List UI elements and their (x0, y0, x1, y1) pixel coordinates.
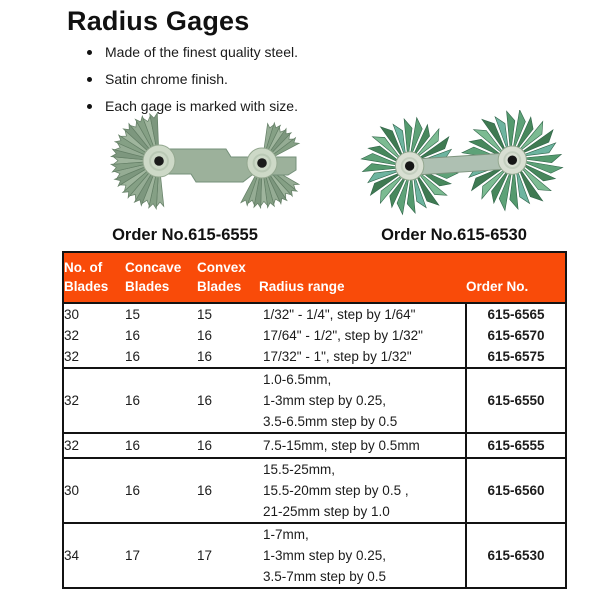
radius-range-line: 17/64" - 1/2", step by 1/32" (263, 328, 423, 343)
cell-radius-range (259, 325, 466, 346)
cell-radius-range (259, 368, 466, 433)
cell-convex-blades: 16 (197, 433, 259, 458)
table-row (63, 523, 566, 588)
cell-convex-blades: 16 (197, 458, 259, 523)
cell-convex-blades: 16 (197, 346, 259, 368)
feature-item: Each gage is marked with size. (87, 99, 298, 113)
cell-no-of-blades: 30 (64, 307, 80, 322)
gage-hub (257, 158, 267, 168)
col-header-no-of-blades: No. of Blades (63, 252, 125, 303)
cell-convex-blades: 17 (197, 548, 213, 563)
cell-concave-blades: 16 (125, 458, 197, 523)
col-header-convex-blades: Convex Blades (197, 252, 259, 303)
cell-no-of-blades: 32 (63, 433, 125, 458)
radius-range-line: 17/32" - 1", step by 1/32" (263, 349, 412, 364)
cell-concave-blades: 16 (125, 433, 197, 458)
feature-item: Made of the finest quality steel. (87, 45, 298, 59)
table-row (63, 368, 566, 433)
radius-range-line: 1-3mm step by 0.25, (263, 548, 387, 563)
radius-range-line: 1-7mm, (263, 527, 309, 542)
cell-radius-range (259, 346, 466, 368)
cell-no-of-blades: 32 (64, 328, 80, 343)
cell-order-no: 615-6565 (466, 303, 566, 325)
radius-range-line: 1-3mm step by 0.25, (263, 393, 387, 408)
table-header-row (63, 252, 566, 303)
gage-hub (154, 156, 164, 166)
cell-radius-range (259, 303, 466, 325)
cell-order-no: 615-6555 (466, 433, 566, 458)
cell-concave-blades: 16 (125, 346, 197, 368)
cell-no-of-blades: 32 (63, 346, 125, 368)
cell-radius-range (259, 458, 466, 523)
feature-item: Satin chrome finish. (87, 72, 298, 86)
cell-radius-range (259, 433, 466, 458)
order-number-caption: Order No.615-6555 (112, 226, 258, 244)
cell-convex-blades: 16 (197, 328, 213, 343)
cell-no-of-blades: 34 (64, 548, 80, 563)
cell-concave-blades: 15 (125, 307, 141, 322)
col-header-concave-blades: Concave Blades (125, 252, 197, 303)
cell-concave-blades: 16 (125, 328, 141, 343)
product-gage-6555 (60, 112, 310, 245)
radius-gage-photo-icon (350, 110, 570, 222)
cell-order-no: 615-6550 (466, 368, 566, 433)
radius-range-line: 15.5-20mm step by 0.5 , (263, 483, 409, 498)
cell-concave-blades: 16 (125, 368, 197, 433)
cell-order-no: 615-6560 (466, 458, 566, 523)
table-row (63, 303, 566, 325)
radius-range-line: 3.5-7mm step by 0.5 (263, 569, 387, 584)
table-row (63, 433, 566, 458)
cell-convex-blades: 16 (197, 368, 259, 433)
table-row (63, 458, 566, 523)
cell-radius-range (259, 523, 466, 588)
order-number-caption: Order No.615-6530 (381, 226, 527, 244)
gage-hub (405, 161, 414, 170)
gage-hub (508, 155, 517, 164)
table-row (63, 325, 566, 346)
cell-no-of-blades: 32 (63, 368, 125, 433)
cell-order-no: 615-6575 (466, 346, 566, 368)
page-title: Radius Gages (67, 6, 250, 36)
cell-concave-blades: 17 (125, 548, 141, 563)
radius-gage-photo-icon (92, 112, 342, 222)
product-gage-6530 (340, 110, 568, 245)
radius-range-line: 3.5-6.5mm step by 0.5 (263, 414, 398, 429)
radius-range-line: 1.0-6.5mm, (263, 372, 332, 387)
radius-range-line: 7.5-15mm, step by 0.5mm (263, 438, 420, 453)
col-header-order-no: Order No. (466, 252, 566, 303)
cell-order-no: 615-6570 (466, 325, 566, 346)
radius-range-line: 15.5-25mm, (263, 462, 336, 477)
table-row (63, 346, 566, 368)
radius-range-line: 21-25mm step by 1.0 (263, 504, 390, 519)
cell-convex-blades: 15 (197, 307, 213, 322)
spec-table (62, 251, 567, 589)
radius-range-line: 1/32" - 1/4", step by 1/64" (263, 307, 416, 322)
col-header-radius-range: Radius range (259, 252, 466, 303)
cell-order-no: 615-6530 (466, 523, 566, 588)
cell-no-of-blades: 30 (63, 458, 125, 523)
